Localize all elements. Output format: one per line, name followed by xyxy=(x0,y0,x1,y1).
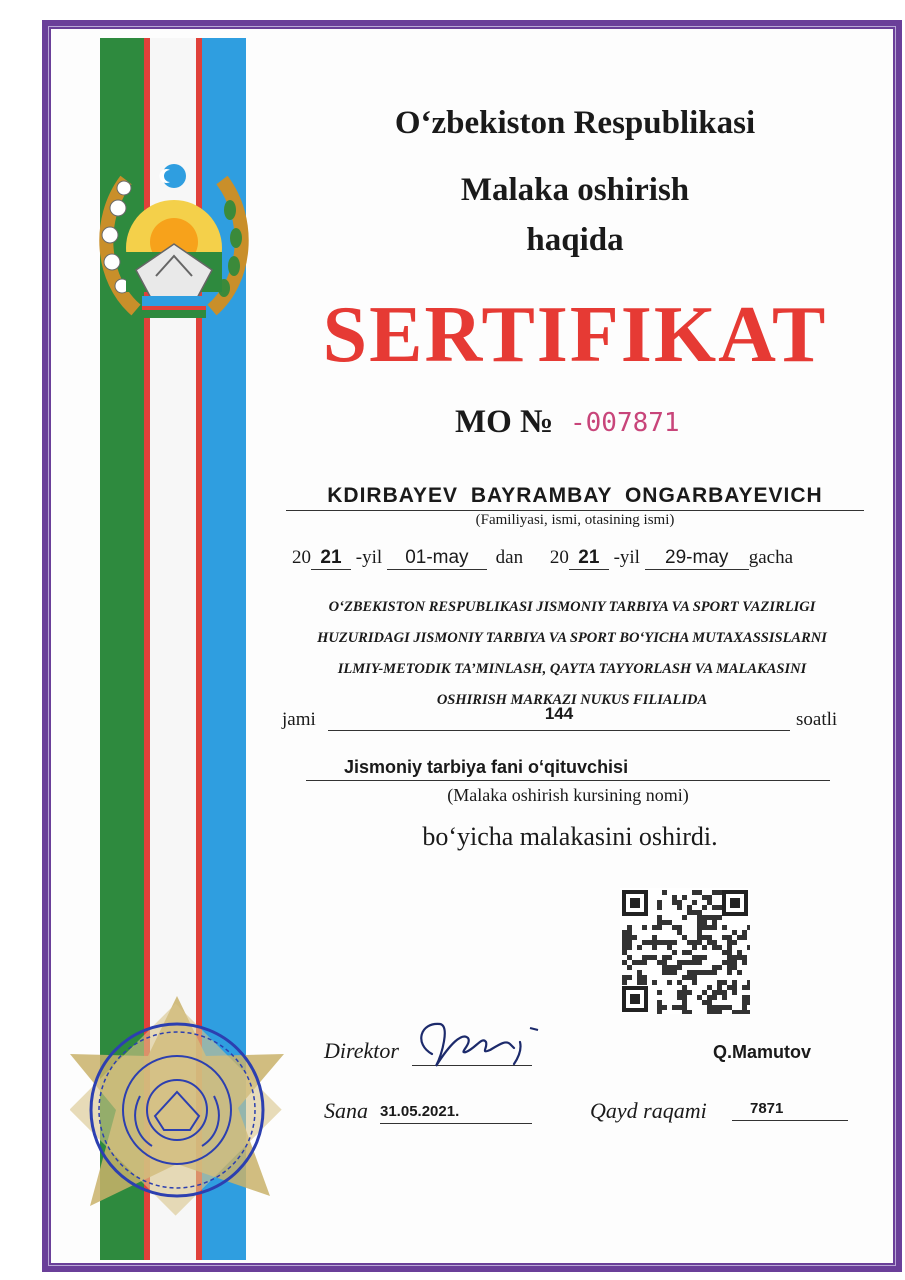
organization-line: HUZURIDAGI JISMONIY TARBIYA VA SPORT BO‘YICHA MUTAXASSISLARNI xyxy=(317,630,827,646)
hours-underline xyxy=(328,730,790,731)
state-emblem-icon xyxy=(96,160,252,324)
organization-line: ILMIY-METODIK TA’MINLASH, QAYTA TAYYORLASH VA MALAKASINI xyxy=(337,661,807,677)
gacha-label: gacha xyxy=(748,547,794,568)
yil-label: -yil xyxy=(355,547,383,568)
completion-statement: bo‘yicha malakasini oshirdi. xyxy=(422,822,718,851)
registration-number-label: Qayd raqami xyxy=(590,1098,707,1123)
subtitle-line: haqida xyxy=(526,222,624,258)
jami-label: jami xyxy=(282,709,316,730)
certificate-title: SERTIFIKAT xyxy=(322,291,828,379)
director-label: Direktor xyxy=(324,1038,399,1063)
dan-label: dan xyxy=(495,547,524,568)
subtitle-line: Malaka oshirish xyxy=(460,172,690,208)
official-seal-icon xyxy=(70,996,284,1218)
certificate-subtitle xyxy=(250,165,900,265)
start-date: 01-may xyxy=(387,547,487,570)
certificate-number-label: MO № xyxy=(455,404,554,440)
organization-name xyxy=(262,592,882,716)
recipient-name: KDIRBAYEV BAYRAMBAY ONGARBAYEVICH xyxy=(286,484,864,511)
course-name: Jismoniy tarbiya fani o‘qituvchisi xyxy=(306,757,830,781)
director-signature xyxy=(410,1014,550,1076)
yil-label: -yil xyxy=(613,547,640,568)
organization-line: O‘ZBEKISTON RESPUBLIKASI JISMONIY TARBIYA VA SPORT VAZIRLIGI xyxy=(328,599,816,615)
year-prefix: 20 xyxy=(292,547,311,568)
organization-line: OSHIRISH MARKAZI NUKUS FILIALIDA xyxy=(436,692,708,708)
certificate-number: -007871 xyxy=(570,408,680,438)
end-date: 29-may xyxy=(645,547,749,570)
year-prefix: 20 xyxy=(549,547,569,568)
total-hours: 144 xyxy=(544,704,574,723)
course-name-caption: (Malaka oshirish kursining nomi) xyxy=(447,785,689,805)
registration-number: 7871 xyxy=(732,1098,848,1121)
recipient-name-caption: (Familiyasi, ismi, otasining ismi) xyxy=(475,512,675,528)
soatli-label: soatli xyxy=(796,709,838,730)
qr-code-icon xyxy=(620,888,750,1014)
end-year: 21 xyxy=(569,547,609,570)
director-name: Q.Mamutov xyxy=(713,1042,812,1062)
issue-date: 31.05.2021. xyxy=(380,1098,532,1124)
training-period xyxy=(292,547,793,570)
date-label: Sana xyxy=(324,1098,368,1123)
country-title: O‘zbekiston Respublikasi xyxy=(394,105,756,141)
start-year: 21 xyxy=(311,547,351,570)
